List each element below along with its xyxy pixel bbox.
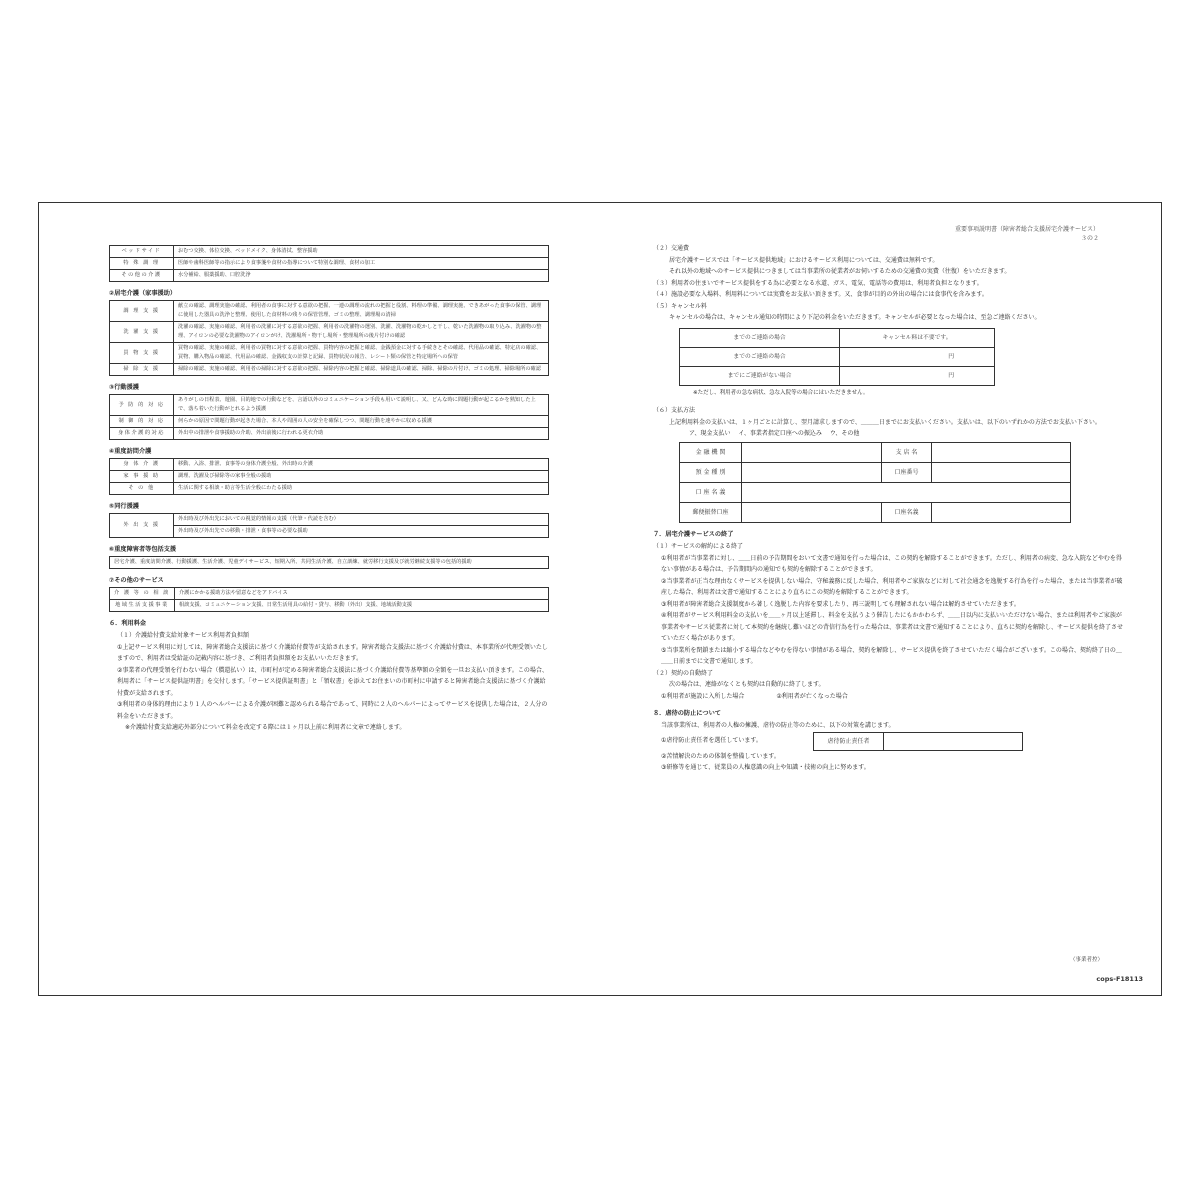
postal-account-label: 郵便振替口座	[680, 503, 742, 523]
table-row	[680, 483, 1071, 503]
termination-para-4: ④利用者がサービス利用料金の支払いを＿＿ヶ月以上延滞し、料金を支払うよう催告したにもかかわらず、＿＿日以内に支払いいただけない場合、または利用者やご家族が事業者やサービス従業者に対して本契約を継続し難いほどの背信行為を行った場合は、事業者は文書で通知することにより、直ちに契約を解除し、サービス提供を終了させていただく場合があります。	[661, 612, 1124, 642]
row-label: 掃 除 支 援	[110, 364, 174, 376]
termination-subtitle: （１）サービスの解約による終了	[653, 543, 744, 550]
row-label: 介 護 等 の 相 談	[110, 588, 175, 600]
service-table-top	[109, 245, 549, 282]
auto-case-1: ①利用者が施設に入所した場合	[661, 692, 745, 700]
table-row	[680, 328, 995, 347]
abuse-item-1: ①虐待防止責任者を選任しています。	[661, 737, 762, 745]
branch-field[interactable]	[932, 443, 1071, 463]
postal-account-field[interactable]	[742, 503, 882, 523]
copy-label: （事業者控）	[1069, 957, 1103, 963]
row-label: ベッドサイド	[110, 246, 174, 258]
table-row	[814, 732, 1023, 750]
section-title: ⑥重度障害者等包括支援	[109, 546, 177, 553]
doc-title: 重要事項説明書（障害者総合支援居宅介護サービス）	[954, 226, 1099, 233]
row-desc: 掃除の確認、実施の確認、利用者の掃除に対する意欲の把握、掃除内容の把握と確認、掃除道具の確認、掃除、掃除の片付け、ゴミの処理、掃除場所の確認	[174, 364, 549, 376]
utilities-item: （３）利用者の住まいでサービス提供をする為に必要となる水道、ガス、電気、電話等の費用は、利用者負担となります。	[653, 279, 983, 287]
row-label: そ の 他	[110, 483, 174, 495]
cancel-when: までにご連絡がない場合	[680, 366, 840, 385]
termination-para-5: ⑤当事業所を閉鎖または縮小する場合などやむを得ない事情がある場合、契約を解除し、サービス提供を終了させていただく場合がございます。この場合、契約終了日の＿＿＿日前までに文書で通知します。	[661, 646, 1122, 665]
bank-name-label: 金 融 機 関	[680, 443, 742, 463]
cancel-fee-table	[679, 328, 995, 386]
row-desc: 医師や歯科医師等の指示により食事箋や食材の指導について特別な調理、食材の加工	[174, 258, 549, 270]
table-row	[110, 301, 549, 322]
table-row	[110, 270, 549, 282]
row-label: 予 防 的 対 応	[110, 395, 174, 416]
row-label: 外 出 支 援	[110, 514, 174, 538]
abuse-officer-field[interactable]	[884, 732, 1023, 750]
abuse-title: ８．虐待の防止について	[653, 710, 721, 717]
table-row	[110, 428, 549, 440]
row-desc: おむつ交換、体位交換、ベッドメイク、身体清拭、整容援助	[174, 246, 549, 258]
cancel-fee: キャンセル料は不要です。	[840, 328, 995, 347]
table-row	[110, 364, 549, 376]
row-desc: 外出時及び外出先においての視覚的情報の支援（代筆・代読を含む）	[174, 514, 549, 526]
account-type-field[interactable]	[742, 463, 882, 483]
abuse-officer-row	[653, 732, 1123, 751]
row-label: 身体介護的対応	[110, 428, 174, 440]
other-services-table	[109, 587, 549, 612]
fees-subtitle: （１）介護給付費支給対象サービス利用者負担額	[117, 632, 250, 639]
termination-para-2: ②当事業者が正当な理由なくサービスを提供しない場合、守秘義務に反した場合、利用者やご家族などに対して社会通念を逸脱する行為を行った場合、または当事業者が破産した場合、利用者は文書で通知することにより直ちにこの契約を解除することができます。	[661, 577, 1123, 596]
bank-table	[679, 442, 1071, 523]
row-label: 買 物 支 援	[110, 343, 174, 364]
form-code: cops-F18113	[1096, 975, 1143, 983]
row-desc: 生活に関する相談・助言等生活全般にわたる援助	[174, 483, 549, 495]
document-sheet	[38, 202, 1162, 996]
cancel-para: キャンセルの場合は、キャンセル通知の時間により下記の料金をいただきます。キャンセルが必要となった場合は、至急ご連絡ください。	[669, 314, 1041, 321]
row-label: その他の介護	[110, 270, 174, 282]
transport-para-2: それ以外の地域へのサービス提供につきましては当事業所の従業者がお伺いするための交通費の実費（往復）をいただきます。	[669, 268, 1011, 275]
fees-para-3: ③利用者の身体的理由により１人のヘルパーによる介護が困難と認められる場合であって、同時に２人のヘルパーによってサービスを提供した場合は、２人分の料金をいただきます。	[117, 701, 548, 720]
admission-fee-item: （４）施設必要な入場料、利用料については実費をお支払い頂きます。又、食事が目的の外出の場合には食事代を含みます。	[653, 291, 988, 298]
cancel-fee: 円	[840, 347, 995, 366]
row-desc: 水分補給、服薬援助、口腔洗浄	[174, 270, 549, 282]
row-desc: 外出中の排泄や食事援助の介助、外出前後に行われる更衣介助	[174, 428, 549, 440]
auto-termination-para: 次の場合は、連絡がなくとも契約は自動的に終了します。	[669, 681, 825, 688]
severe-visit-care-table	[109, 458, 549, 495]
postal-name-field[interactable]	[932, 503, 1071, 523]
transport-para-1: 居宅介護サービスでは「サービス提供地域」におけるサービス利用については、交通費は無料です。	[669, 256, 939, 264]
section-title: ④重度訪問介護	[109, 448, 152, 455]
fees-note: ※介護給付費支給適応外部分について料金を改定する際には１ヶ月以上前に利用者に文章で連絡します。	[125, 724, 406, 731]
section-title: ③行動援護	[109, 384, 139, 391]
row-desc: 外出時及び外出先での移動・排泄・食事等の必要な援助	[174, 526, 549, 538]
table-row	[110, 526, 549, 538]
row-label: 家 事 援 助	[110, 471, 174, 483]
cancel-when: までのご連絡の場合	[680, 328, 840, 347]
account-number-label: 口座番号	[882, 463, 932, 483]
row-desc: 調理、洗濯及び掃除等の家事全般の援助	[174, 471, 549, 483]
table-row	[680, 366, 995, 385]
table-row	[110, 459, 549, 471]
table-row	[110, 588, 549, 600]
table-row	[110, 258, 549, 270]
account-type-label: 預 金 種 別	[680, 463, 742, 483]
row-desc: 何らかの原因で問題行動が起きた場合、本人や周囲の人の安全を確保しつつ、問題行動を速やかに収める援護	[174, 416, 549, 428]
row-label: 特 殊 調 理	[110, 258, 174, 270]
table-row	[680, 347, 995, 366]
table-row	[110, 557, 549, 569]
row-label: 地域生活支援事業	[110, 600, 175, 612]
postal-name-label: 口座名義	[882, 503, 932, 523]
payment-options	[653, 428, 1123, 439]
row-label: 洗 濯 支 援	[110, 322, 174, 343]
table-row	[110, 416, 549, 428]
auto-case-2: ②利用者が亡くなった場合	[776, 692, 848, 700]
option-transfer: イ、事業者指定口座への振込み	[738, 430, 822, 437]
page-number: ３の２	[1080, 235, 1099, 242]
row-desc: 介護にかかる援助方法や留意などをアドバイス	[174, 588, 548, 600]
table-row	[680, 443, 1071, 463]
row-label: 制 御 的 対 応	[110, 416, 174, 428]
fees-para-2: ②事業者の代理受領を行わない場合（償還払い）は、市町村が定める障害者総合支援法に基づく介護給付費等基準額の全額を一旦お支払い頂きます。この場合、利用者に「サービス提供証明書」を交付します。「サービス提供証明書」と「領収書」を添えてお住まいの市町村に申請すると障害者総合支援法に基づく介護給付費が支給されます。	[117, 666, 548, 697]
row-label: 身 体 介 護	[110, 459, 174, 471]
behavior-support-table	[109, 394, 549, 440]
section-title: ⑦その他のサービス	[109, 577, 164, 584]
cancel-fee: 円	[840, 366, 995, 385]
row-desc: 献立の確認、調理実施の確認、利用者の食事に対する意欲の把握、一連の調理の流れの把握と役割、料理の準備、調理実施、できあがった食事の保管、調理に使用した器具の洗浄と整理、使用した食材料の残りの保管管理、ゴミの整理、調理場の清掃	[174, 301, 549, 322]
table-row	[110, 600, 549, 612]
left-column	[109, 245, 549, 734]
transport-title: （２）交通費	[653, 245, 690, 252]
table-row	[680, 463, 1071, 483]
table-row	[110, 514, 549, 526]
branch-label: 支 店 名	[882, 443, 932, 463]
table-row	[680, 503, 1071, 523]
auto-termination-subtitle: （２）契約の自動終了	[653, 669, 714, 677]
termination-title: ７．居宅介護サービスの終了	[653, 531, 734, 538]
fees-para-1: ①上記サービス利用に対しては、障害者総合支援法に基づく介護給付費等が支給されます。障害者総合支援法に基づく介護給付費は、本事業所が代理受領いたしますので、利用者は受給証の記載内容に基づき、ご利用者負担額をお支払いいただきます。	[117, 643, 548, 662]
termination-para-3: ③利用者が障害者総合支援制度から著しく逸脱した内容を要求したり、再三説明しても理解されない場合は解約させていただきます。	[661, 600, 1020, 608]
row-label: 調 理 支 援	[110, 301, 174, 322]
row-desc: 居宅介護、重度訪問介護、行動援護、生活介護、児童デイサービス、短期入所、共同生活介護、自立訓練、就労移行支援及び就労継続支援等の包括的援助	[110, 557, 549, 569]
abuse-officer-box	[813, 732, 1023, 751]
table-row	[110, 246, 549, 258]
auto-termination-cases	[653, 691, 1123, 703]
abuse-officer-label: 虐待防止責任者	[814, 732, 884, 750]
row-desc: 移動、入浴、排泄、食事等の身体介護全般、外出時の介護	[174, 459, 549, 471]
table-row	[110, 395, 549, 416]
cancel-when: までのご連絡の場合	[680, 347, 840, 366]
table-row	[110, 322, 549, 343]
row-desc: 買物の確認、実施の確認、利用者の買物に対する意欲の把握、買物内容の把握と確認、金銭預金に対する手続きとその確認、代用品の確認、特定店の確認、買物、購入物品の確認、代用品の確認、金銭収支の計算と記録、買物状況の報告、レシート類の保管と特定場所への保管	[174, 343, 549, 364]
payment-para: 上記利用料金の支払いは、１ヶ月ごとに計算し、翌月請求しますので、＿＿＿日までにお支払いください。支払いは、以下のいずれかの方法でお支払い下さい。	[669, 418, 1101, 426]
right-column	[653, 243, 1123, 774]
row-desc: ありがしの日程表、遊園、目的地での行動などを、言語以外のコミュニケーション手段も用いて説明し、又、どんな時に問題行動が起こるかを熟知した上で、落ち着いた行動がとれるよう援護	[174, 395, 549, 416]
comprehensive-support-table	[109, 556, 549, 569]
accompany-table	[109, 513, 549, 538]
row-desc: 洗濯の確認、実施の確認、利用者の洗濯に対する意欲の把握、利用者の洗濯物の選別、洗濯、洗濯物の乾かしと干し、乾いた洗濯物の取り込み、洗濯物の整理、アイロンの必要な洗濯物のアイロンがけ、洗濯場所・物干し場所・整理場所の後片付けの確認	[174, 322, 549, 343]
option-cash: ア、現金支払い	[689, 430, 731, 437]
account-name-label: 口 座 名 義	[680, 483, 742, 503]
account-name-field[interactable]	[742, 483, 1071, 503]
account-number-field[interactable]	[932, 463, 1071, 483]
abuse-item-2: ②苦情解決のための体制を整備しています。	[661, 752, 780, 760]
table-row	[110, 471, 549, 483]
table-row	[110, 343, 549, 364]
abuse-para: 当該事業所は、利用者の人権の擁護、虐待の防止等のために、以下の対策を講じます。	[661, 722, 895, 729]
housework-table	[109, 300, 549, 376]
section-title: ⑤同行援護	[109, 503, 139, 510]
termination-para-1: ①利用者が当事業者に対し、＿＿日前の予告期間をおいて文書で通知を行った場合は、この契約を解除することができます。ただし、利用者の病変、急な入院などやむを得ない事情がある場合は、予告期間内の通知でも契約を解除することができます。	[661, 554, 1122, 573]
cancel-title: （５）キャンセル料	[653, 302, 708, 310]
option-other: ウ、その他	[829, 430, 860, 437]
bank-name-field[interactable]	[742, 443, 882, 463]
payment-title: （６）支払方法	[653, 407, 696, 414]
cancel-note: ※ただし、利用者の急な病状、急な入院等の場合にはいただきません。	[693, 389, 869, 396]
section-title: ②居宅介護（家事援助）	[109, 290, 177, 297]
fees-title: ６．利用料金	[109, 620, 147, 627]
doc-header	[955, 225, 1099, 243]
row-desc: 相談支援、コミュニケーション支援、日常生活用具の給付・貸与、移動（外出）支援、地域活動支援	[174, 600, 548, 612]
abuse-item-3: ③研修等を通じて、従業員の人権意識の向上や知識・技術の向上に努めます。	[661, 764, 870, 771]
table-row	[110, 483, 549, 495]
